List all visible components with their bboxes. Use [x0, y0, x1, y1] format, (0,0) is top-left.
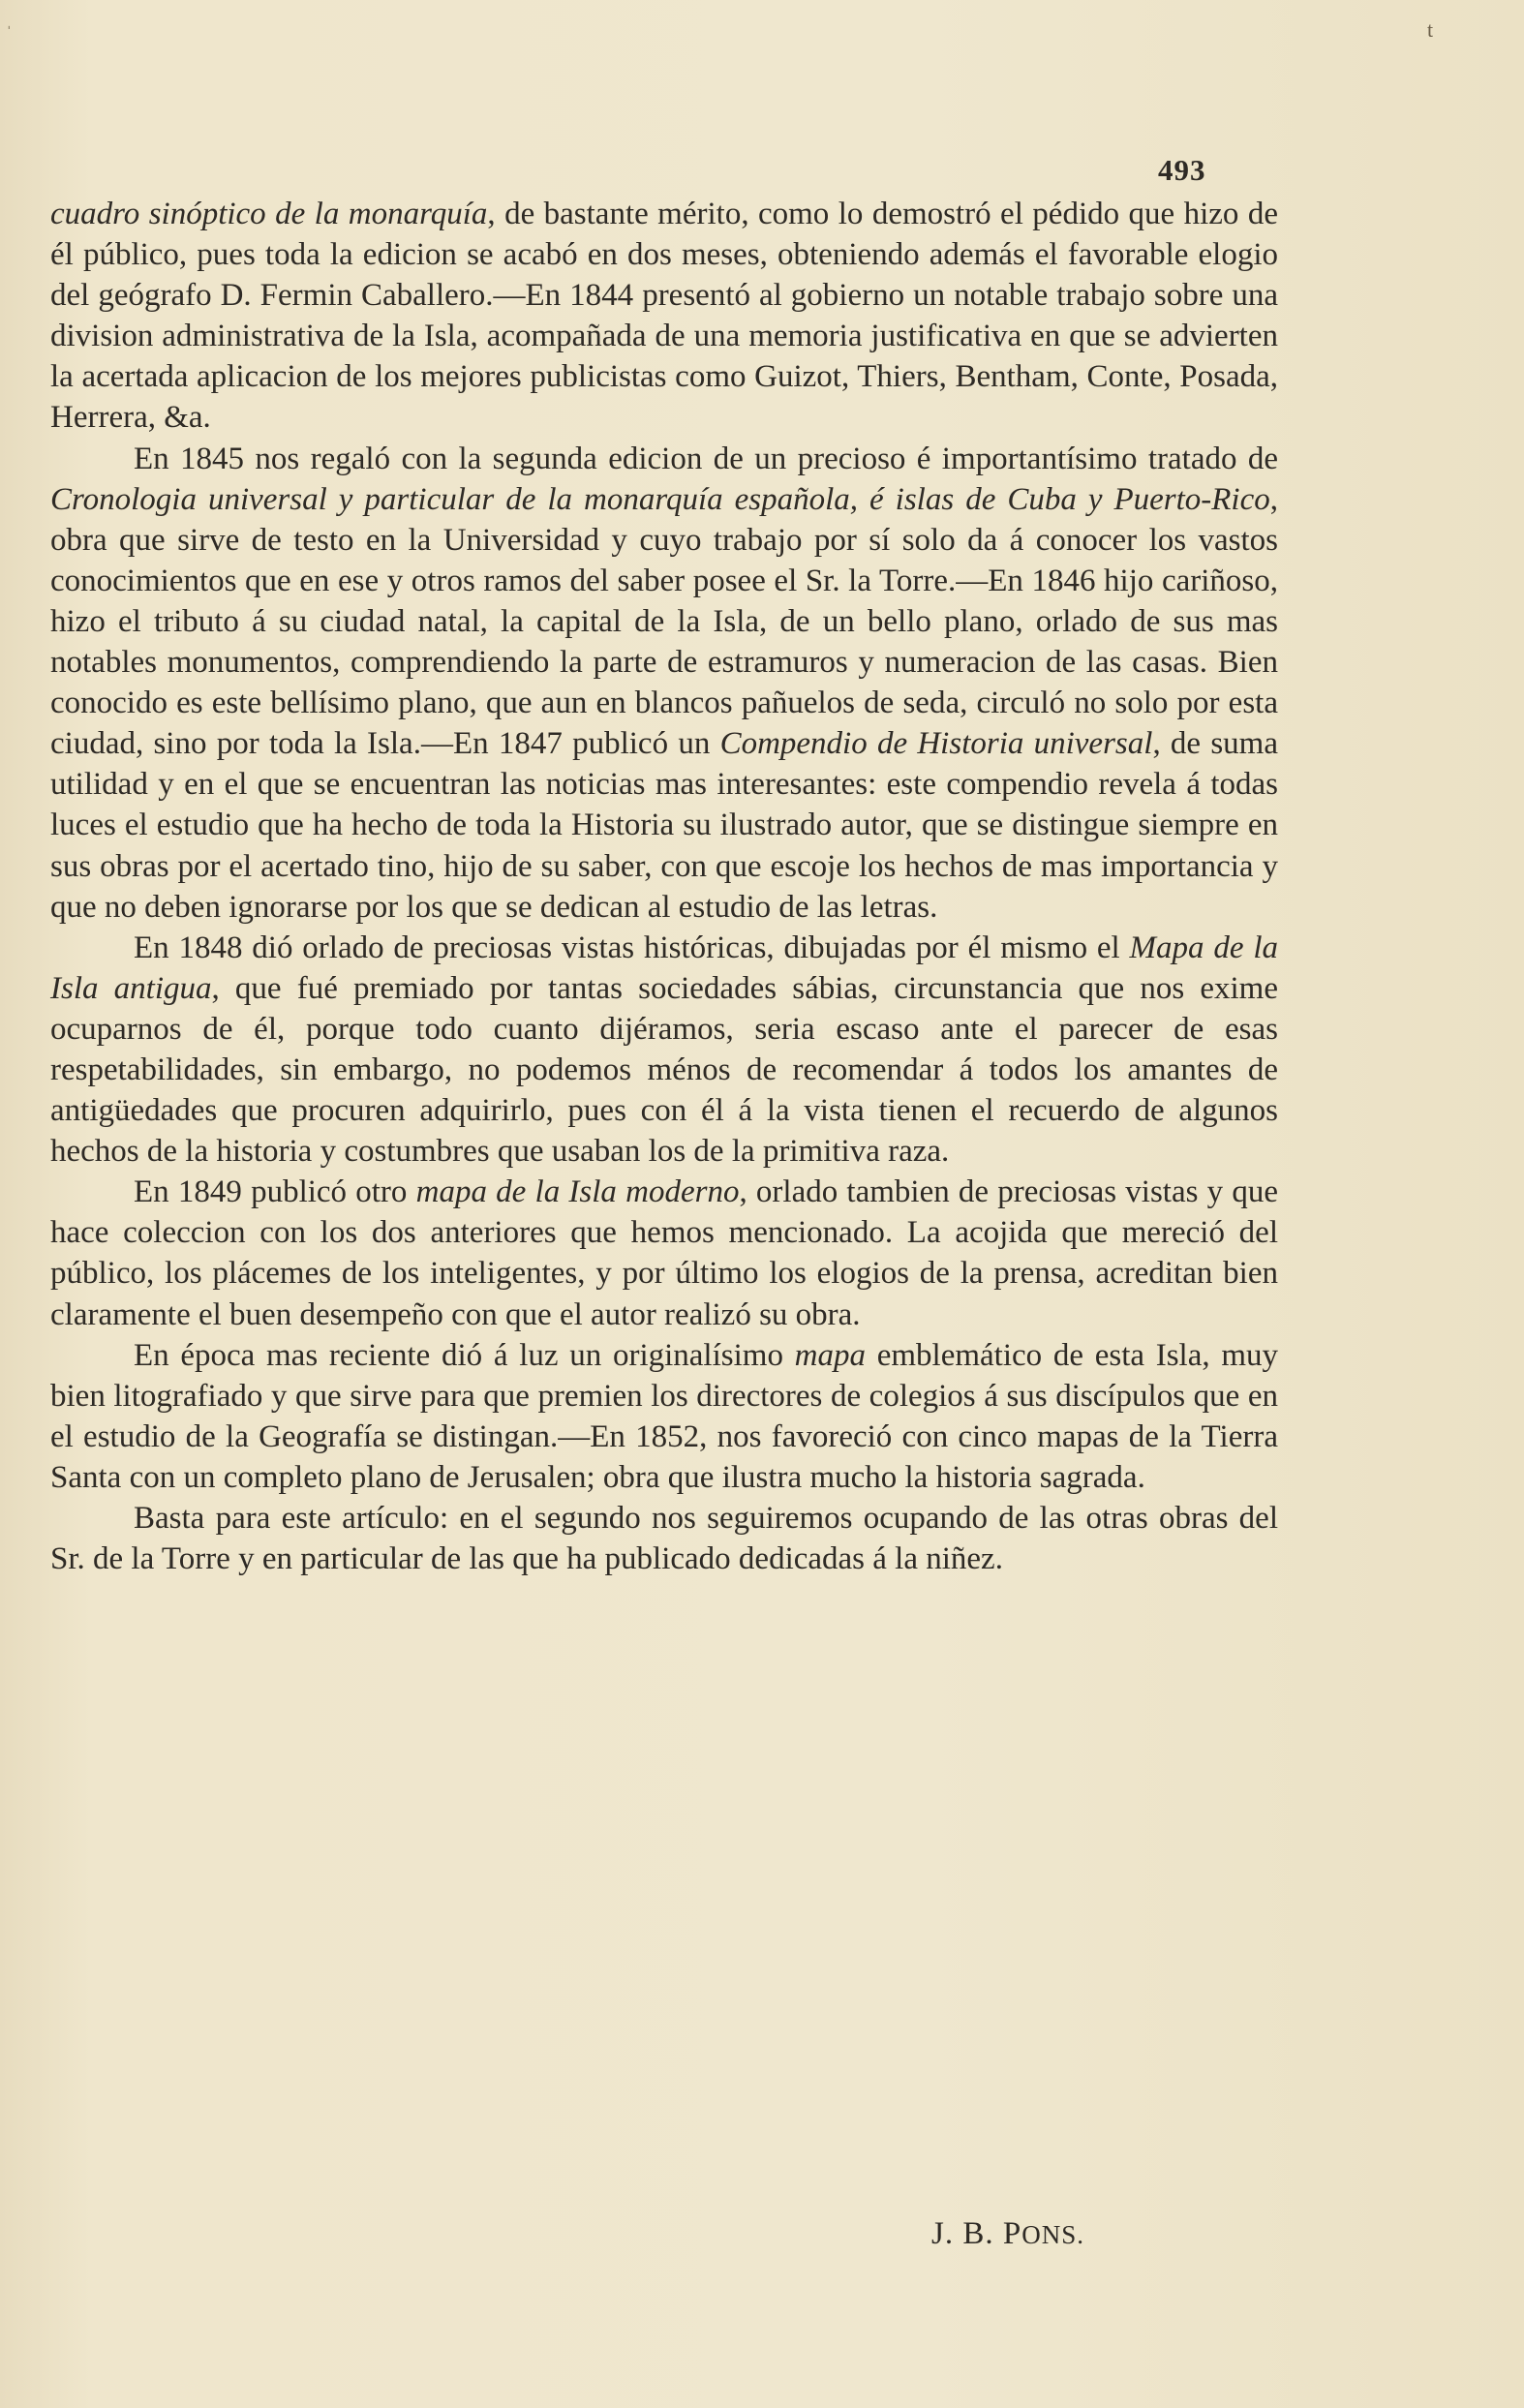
paragraph [50, 1335, 1278, 1498]
page-number: 493 [1158, 153, 1206, 187]
signature-initials: J. B. P [931, 2216, 1022, 2251]
text-run: En 1848 dió orlado de preciosas vistas históricas, dibujadas por él mismo el [134, 930, 1130, 965]
paragraph [50, 194, 1278, 439]
author-signature [931, 2216, 1084, 2252]
italic-title: Cronologia universal y particular de la monarquía española, é islas de Cuba y Puerto-Rico [50, 481, 1270, 517]
text-run: En 1849 publicó otro [134, 1174, 416, 1210]
signature-surname: ONS. [1021, 2220, 1084, 2249]
text-run: En época mas reciente dió á luz un originalísimo [134, 1337, 795, 1373]
italic-title: Compendio de Historia universal [719, 726, 1153, 762]
text-run: En 1845 nos regaló con la segunda edicion de un precioso é importantísimo tratado de [134, 441, 1278, 476]
text-run: , de suma utilidad y en el que se encuentran las noticias mas interesantes: este compendio revela á todas luces el estudio que ha hecho de toda la Historia su ilustrado autor, que se distingue siempre en sus obras por el acertado tino, hijo de su saber, con que escoje los hechos de mas importancia y que no deben ignorarse por los que se dedican al estudio de las letras. [50, 726, 1278, 925]
paragraph [50, 439, 1278, 928]
corner-mark: t [1427, 17, 1434, 42]
paragraph [50, 1172, 1278, 1334]
text-run: , obra que sirve de testo en la Universidad y cuyo trabajo por sí solo da á conocer los vastos conocimientos que en ese y otros ramos del saber posee el Sr. la Torre.—En 1846 hijo cariñoso, hizo el tributo á su ciudad natal, la capital de la Isla, de un bello plano, orlado de sus mas notables monumentos, comprendiendo la parte de estramuros y numeracion de las casas. Bien conocido es este bellísimo plano, que aun en blancos pañuelos de seda, circuló no solo por esta ciudad, sino por toda la Isla.—En 1847 publicó un [50, 481, 1278, 762]
italic-title: mapa de la Isla moderno [415, 1174, 740, 1210]
italic-title: mapa [794, 1337, 867, 1373]
article-body [50, 194, 1278, 1579]
paragraph [50, 928, 1278, 1173]
text-run: , orlado tambien de preciosas vistas y que hace coleccion con los dos anteriores que hemos mencionado. La acojida que mereció del público, los plácemes de los inteligentes, y por último los elogios de la prensa, acreditan bien claramente el buen desempeño con que el autor realizó su obra. [50, 1174, 1279, 1332]
italic-title: Mapa de la Isla antigua [50, 930, 1278, 1006]
paragraph [50, 1498, 1278, 1579]
text-run: Basta para este artículo: en el segundo nos seguiremos ocupando de las otras obras del Sr. de la Torre y en particular de las que ha publicado dedicadas á la niñez. [50, 1501, 1278, 1577]
margin-mark: ˈ [6, 23, 13, 45]
text-run: emblemático de esta Isla, muy bien litografiado y que sirve para que premien los directores de colegios á sus discípulos que en el estudio de la Geografía se distingan.—En 1852, nos favoreció con cinco mapas de la Tierra Santa con un completo plano de Jerusalen; obra que ilustra mucho la historia sagrada. [50, 1337, 1279, 1495]
text-run: , que fué premiado por tantas sociedades sábias, circunstancia que nos exime ocuparnos de él, porque todo cuanto dijéramos, seria escaso ante el parecer de esas respetabilidades, sin embargo, no podemos ménos de recomendar á todos los amantes de antigüedades que procuren adquirirlo, pues con él á la vista tienen el recuerdo de algunos hechos de la historia y costumbres que usaban los de la primitiva raza. [50, 970, 1278, 1170]
italic-title: cuadro sinóptico de la monarquía [50, 197, 488, 231]
text-run: , de bastante mérito, como lo demostró el pédido que hizo de él público, pues toda la edicion se acabó en dos meses, obteniendo además el favorable elogio del geógrafo D. Fermin Caballero.—En 1844 presentó al gobierno un notable trabajo sobre una division administrativa de la Isla, acompañada de una memoria justificativa en que se advierten la acertada aplicacion de los mejores publicistas como Guizot, Thiers, Bentham, Conte, Posada, Herrera, &a. [50, 197, 1278, 436]
